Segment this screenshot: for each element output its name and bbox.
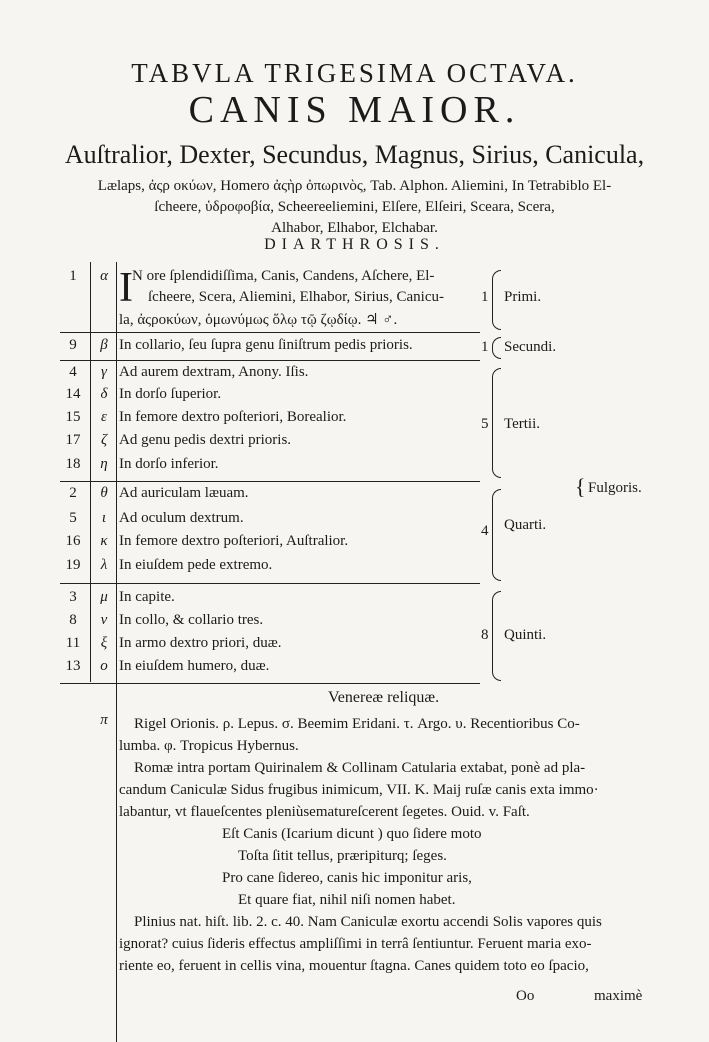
table-row (0, 635, 709, 657)
alt-names-line-1: Lælaps, ἀςρ οκύων, Homero ἀςὴρ ὀπωρινὸς, Tab. Alphon. Aliemini, In Tetrabiblo El- (97, 178, 612, 194)
star-number: 17 (65, 432, 81, 448)
magnitude-label: Secundi. (504, 339, 557, 355)
star-number: 2 (69, 485, 77, 501)
verse-line: Et quare fiat, nihil niſi nomen habet. (238, 892, 456, 908)
star-description-cont: ſcheere, Scera, Aliemini, Elhabor, Sirius, Canicu- (148, 289, 444, 305)
star-number: 3 (69, 589, 77, 605)
greek-letter: ι (101, 510, 107, 526)
star-number: 9 (69, 337, 77, 353)
star-number: 19 (65, 557, 81, 573)
star-number: 15 (65, 409, 81, 425)
magnitude-label-fulgoris: Fulgoris. (588, 480, 642, 496)
paragraph-line: Romæ intra portam Quirinalem & Collinam Catularia extabat, ponè ad pla- (134, 760, 586, 776)
greek-letter: π (100, 712, 108, 728)
star-description: In femore dextro poſteriori, Borealior. (119, 409, 347, 425)
star-description: In dorſo ſuperior. (119, 386, 222, 402)
paragraph-line: candum Caniculæ Sidus frugibus inimicum, VII. K. Maij ruſæ canis exta immo· (119, 782, 599, 798)
star-number: 14 (65, 386, 81, 402)
table-row (0, 510, 709, 532)
group-rule-1 (60, 332, 480, 333)
verse-line: Toſta ſitit tellus, præripiturq; ſeges. (238, 848, 447, 864)
magnitude-label: Quarti. (504, 517, 547, 533)
magnitude-count: 1 (481, 339, 489, 355)
paragraph-line: Plinius nat. hiſt. lib. 2. c. 40. Nam Caniculæ exortu accendi Solis vapores quis (134, 914, 602, 930)
bracket-secundi (492, 337, 501, 359)
constellation-title: CANIS MAIOR. (188, 89, 521, 131)
table-title: TABVLA TRIGESIMA OCTAVA. (131, 58, 578, 88)
greek-letter: ε (101, 409, 107, 425)
group-rule-5 (60, 683, 480, 684)
magnitude-count: 1 (481, 289, 489, 305)
catchword: maximè (594, 988, 643, 1004)
bracket-quinti (492, 591, 501, 681)
star-description: In eiuſdem humero, duæ. (119, 658, 270, 674)
verse-line: Pro cane ſidereo, canis hic imponitur aris, (222, 870, 472, 886)
magnitude-label: Tertii. (504, 416, 541, 432)
paragraph-line: lumba. φ. Tropicus Hybernus. (119, 738, 299, 754)
section-heading: DIARTHROSIS. (264, 236, 445, 253)
star-description: Ad auriculam læuam. (119, 485, 249, 501)
group-rule-4 (60, 583, 480, 584)
bracket-tertii (492, 368, 501, 478)
greek-letter: ο (100, 658, 108, 674)
greek-letter: κ (100, 533, 108, 549)
star-number: 11 (65, 635, 81, 651)
paragraph-line: Rigel Orionis. ρ. Lepus. σ. Beemim Eridani. τ. Argo. υ. Recentioribus Co- (134, 716, 580, 732)
star-description: Ad genu pedis dextri prioris. (119, 432, 292, 448)
table-row (0, 533, 709, 555)
bracket-quarti (492, 489, 501, 581)
star-description: Ad aurem dextram, Anony. Iſis. (119, 364, 309, 380)
star-number: 1 (69, 268, 77, 284)
greek-letter: ζ (100, 432, 108, 448)
paragraph-line: labantur, vt flaueſcentes pleniùsematureſcerent ſegetes. Ouid. v. Faſt. (119, 804, 530, 820)
star-description: In capite. (119, 589, 175, 605)
table-row (0, 432, 709, 454)
bracket-primi (492, 270, 501, 330)
star-description: N ore ſplendidiſſima, Canis, Candens, Aſchere, El- (132, 268, 435, 284)
verse-line: Eſt Canis (Icarium dicunt ) quo ſidere moto (222, 826, 482, 842)
star-description: In collario, ſeu ſupra genu ſiniſtrum pedis prioris. (119, 337, 413, 353)
star-number: 16 (65, 533, 81, 549)
brace-fulgoris: { (575, 474, 586, 499)
magnitude-label: Quinti. (504, 627, 547, 643)
star-number: 13 (65, 658, 81, 674)
star-description: In collo, & collario tres. (119, 612, 264, 628)
star-number: 5 (69, 510, 77, 526)
notes-heading: Venereæ reliquæ. (328, 689, 440, 706)
star-number: 4 (69, 364, 77, 380)
alt-names-line-3: Alhabor, Elhabor, Elchabar. (271, 220, 438, 236)
star-description: In eiuſdem pede extremo. (119, 557, 273, 573)
star-description: In dorſo inferior. (119, 456, 219, 472)
drop-cap: I (119, 265, 133, 311)
paragraph-line: riente eo, feruent in cellis vina, mouentur ſtagna. Canes quidem toto eo ſpacio, (119, 958, 589, 974)
table-row (0, 409, 709, 431)
alt-names-line-2: ſcheere, ὑδροφοβία, Scheereeliemini, Elſere, Elſeiri, Sceara, Scera, (154, 199, 555, 215)
greek-letter: ν (100, 612, 108, 628)
greek-letter: α (100, 268, 108, 284)
greek-letter: λ (100, 557, 108, 573)
magnitude-count: 4 (481, 523, 489, 539)
paragraph-line: ignorat? cuius ſideris effectus ampliſſimi in terrâ ſentiuntur. Feruent maria exo- (119, 936, 592, 952)
table-row (0, 456, 709, 478)
table-row (0, 589, 709, 611)
names-line: Auſtralior, Dexter, Secundus, Magnus, Sirius, Canicula, (64, 140, 645, 169)
table-row (0, 386, 709, 408)
magnitude-count: 8 (481, 627, 489, 643)
magnitude-label: Primi. (504, 289, 542, 305)
catchword-signature: Oo (516, 988, 535, 1004)
star-description: Ad oculum dextrum. (119, 510, 244, 526)
group-rule-2 (60, 360, 480, 361)
greek-letter: θ (100, 485, 108, 501)
greek-letter: γ (101, 364, 107, 380)
group-rule-3 (60, 481, 480, 482)
greek-letter: η (100, 456, 108, 472)
greek-letter: μ (100, 589, 108, 605)
table-row (0, 612, 709, 634)
star-description-cont: la, ἀςροκύων, ὁμωνύμως ὅλῳ τῷ ζῳδίῳ. ♃ ♂. (119, 312, 398, 328)
star-number: 8 (69, 612, 77, 628)
table-row (0, 337, 709, 359)
greek-letter: β (100, 337, 108, 353)
greek-letter: δ (100, 386, 108, 402)
table-row (0, 658, 709, 680)
star-description: In armo dextro priori, duæ. (119, 635, 282, 651)
star-number: 18 (65, 456, 81, 472)
table-row (0, 364, 709, 386)
table-row (0, 557, 709, 579)
star-description: In femore dextro poſteriori, Auſtralior. (119, 533, 349, 549)
magnitude-count: 5 (481, 416, 489, 432)
greek-letter: ξ (100, 635, 108, 651)
